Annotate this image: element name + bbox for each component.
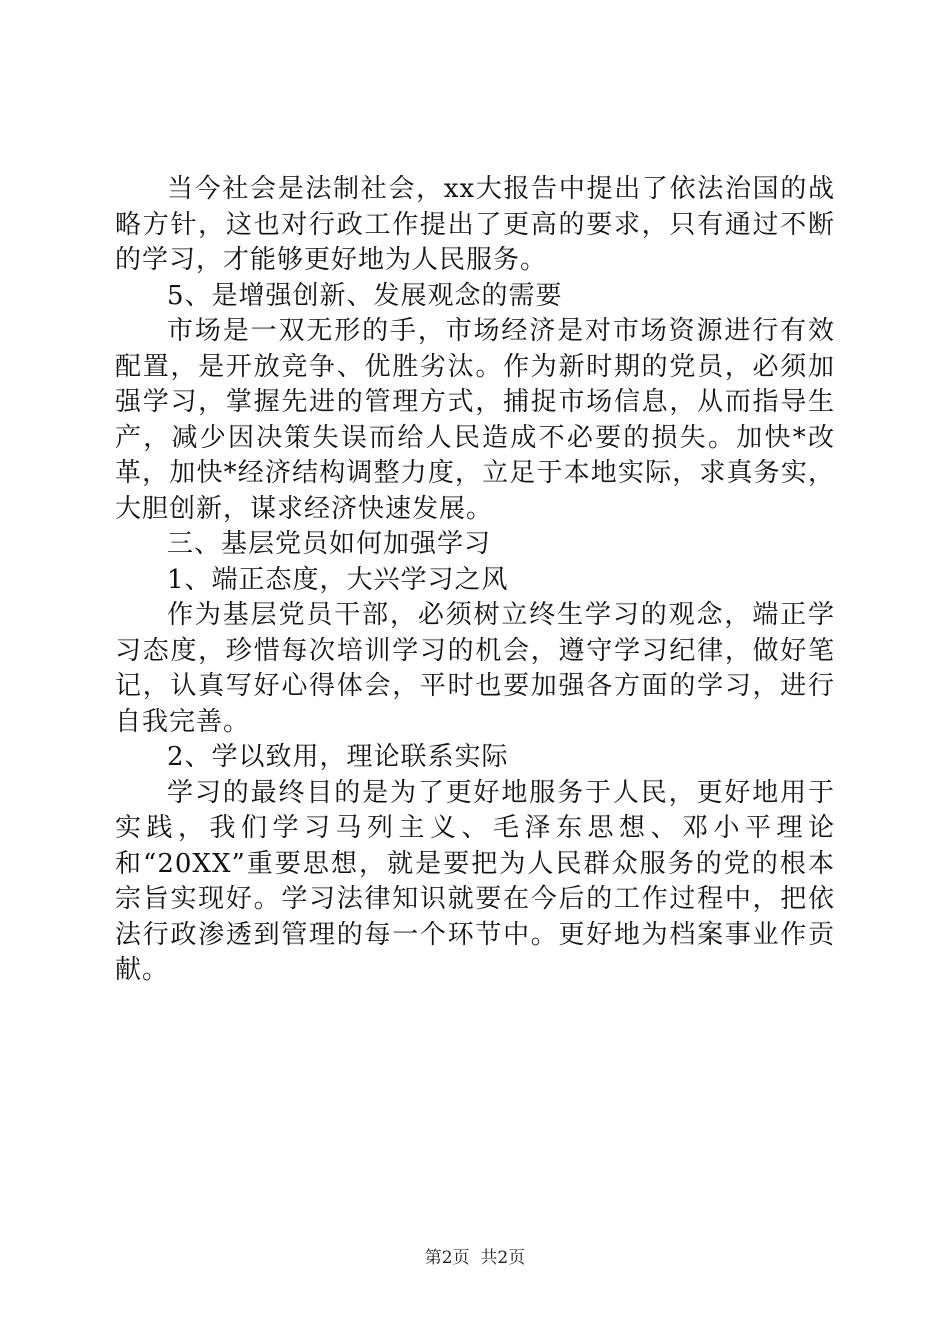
page-footer <box>0 1243 950 1268</box>
paragraph-lifelong-learning: 作为基层党员干部，必须树立终生学习的观念，端正学习态度，珍惜每次培训学习的机会，遵守学习纪律，做好笔记，认真写好心得体会，平时也要加强各方面的学习，进行自我完善。 <box>115 600 835 737</box>
paragraph-market-economy: 市场是一双无形的手，市场经济是对市场资源进行有效配置，是开放竞争、优胜劣汰。作为新时期的党员，必须加强学习，掌握先进的管理方式，捕捉市场信息，从而指导生产，减少因决策失误而给人民造成不必要的损失。加快*改革，加快*经济结构调整力度，立足于本地实际，求真务实，大胆创新，谋求经济快速发展。 <box>115 316 835 524</box>
heading-correct-attitude: 1、端正态度，大兴学习之风 <box>167 564 509 595</box>
page-number-label: 第2页 共2页 <box>424 1248 526 1268</box>
heading-section-three: 三、基层党员如何加强学习 <box>167 529 492 559</box>
heading-apply-learning: 2、学以致用，理论联系实际 <box>167 742 509 772</box>
document-body <box>115 172 835 989</box>
paragraph-rule-of-law: 当今社会是法制社会，xx大报告中提出了依法治国的战略方针，这也对行政工作提出了更高的要求，只有通过不断的学习，才能够更好地为人民服务。 <box>115 174 835 275</box>
heading-innovation: 5、是增强创新、发展观念的需要 <box>167 280 563 311</box>
paragraph-serve-people: 学习的最终目的是为了更好地服务于人民，更好地用于实践，我们学习马列主义、毛泽东思想、邓小平理论和“20XX”重要思想，就是要把为人民群众服务的党的根本宗旨实现好。学习法律知识就要在今后的工作过程中，把依法行政渗透到管理的每一个环节中。更好地为档案事业作贡献。 <box>115 777 835 985</box>
